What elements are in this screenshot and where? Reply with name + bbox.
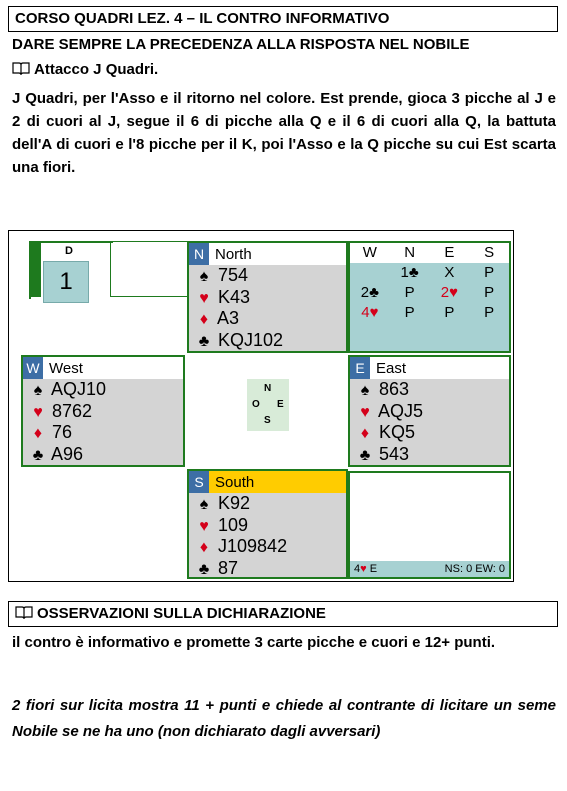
- east-spades: ♠ 863: [356, 379, 509, 401]
- spade-icon: ♠: [199, 496, 209, 513]
- north-hand: [187, 241, 348, 353]
- south-clubs: ♣ 87: [195, 558, 346, 580]
- observation-paragraph-2: 2 fiori sur licita mostra 11 + punti e chiede al contrante di licitare un seme Nobile se ne ha uno (non dichiarato dagli avversari): [12, 697, 556, 740]
- opening-lead: [12, 61, 158, 78]
- diamond-icon: ♦: [199, 539, 209, 556]
- south-diamonds: ♦ J109842: [195, 536, 346, 558]
- heart-icon: ♥: [199, 289, 209, 307]
- lesson-title-box: [8, 6, 558, 32]
- heart-icon: ♥: [33, 403, 43, 421]
- north-clubs: ♣ KQJ102: [195, 330, 346, 352]
- west-hearts: ♥ 8762: [29, 401, 183, 423]
- dealer-label: D: [65, 245, 73, 257]
- board-number: 1: [43, 261, 89, 303]
- book-icon: [15, 606, 33, 619]
- diamond-icon: ♦: [360, 425, 370, 442]
- observations-title-box: [8, 601, 558, 627]
- compass-rose: [247, 379, 289, 431]
- bidding-table: [348, 241, 511, 353]
- south-seat-badge: S: [189, 471, 209, 493]
- club-icon: ♣: [198, 332, 210, 350]
- north-name: North: [215, 245, 252, 263]
- diamond-icon: ♦: [199, 311, 209, 328]
- compass-west: O: [252, 399, 260, 410]
- vulnerability-box: [110, 241, 188, 297]
- spade-icon: ♠: [360, 382, 370, 399]
- score: NS: 0 EW: 0: [444, 563, 505, 575]
- heart-icon: ♥: [360, 403, 370, 421]
- south-hand: [187, 469, 348, 579]
- south-name: South: [215, 473, 255, 491]
- bridge-deal-diagram: [8, 230, 514, 582]
- west-clubs: ♣ A96: [29, 444, 183, 466]
- book-icon: [12, 62, 30, 75]
- north-hearts: ♥ K43: [195, 287, 346, 309]
- compass-south: S: [264, 415, 271, 426]
- bidding-header-row: W N E S: [350, 243, 509, 263]
- bidding-row: 4♥ P P P: [361, 304, 495, 321]
- south-hearts: ♥ 109: [195, 515, 346, 537]
- east-hearts: ♥ AQJ5: [356, 401, 509, 423]
- east-diamonds: ♦ KQ5: [356, 422, 509, 444]
- board-info: [21, 241, 189, 353]
- observation-paragraph-1: il contro è informativo e promette 3 carte picche e cuori e 12+ punti.: [12, 634, 496, 651]
- club-icon: ♣: [198, 560, 210, 578]
- west-seat-badge: W: [23, 357, 43, 379]
- east-seat-badge: E: [350, 357, 370, 379]
- north-spades: ♠ 754: [195, 265, 346, 287]
- north-seat-badge: N: [189, 243, 209, 265]
- contract: 4♥ E: [354, 563, 378, 575]
- west-hand: [21, 355, 185, 467]
- result-bar: [350, 561, 509, 577]
- opening-lead-text: Attacco J Quadri.: [34, 61, 159, 78]
- heart-icon: ♥: [199, 517, 209, 535]
- lesson-title: CORSO QUADRI LEZ. 4 – IL CONTRO INFORMATIVO: [15, 10, 390, 27]
- compass-north: N: [264, 383, 272, 394]
- spade-icon: ♠: [199, 268, 209, 285]
- east-clubs: ♣ 543: [356, 444, 509, 466]
- west-name: West: [49, 359, 83, 377]
- observations-title: OSSERVAZIONI SULLA DICHIARAZIONE: [37, 605, 326, 622]
- diamond-icon: ♦: [33, 425, 43, 442]
- west-spades: ♠ AQJ10: [29, 379, 183, 401]
- south-spades: ♠ K92: [195, 493, 346, 515]
- west-diamonds: ♦ 76: [29, 422, 183, 444]
- play-description: J Quadri, per l'Asso e il ritorno nel colore. Est prende, gioca 3 picche al J e 2 di cuori al J, segue il 6 di picche alla Q e il 6 di cuori alla Q, la battuta dell'A di cuori e l'8 picche per il K, poi l'Asso e la Q picche su cui Est scarta una fiori.: [12, 90, 556, 176]
- bidding-row: 2♣ P 2♥ P: [360, 284, 495, 301]
- spade-icon: ♠: [33, 382, 43, 399]
- result-box: [348, 471, 511, 579]
- intro-subtitle: DARE SEMPRE LA PRECEDENZA ALLA RISPOSTA NEL NOBILE: [12, 36, 470, 53]
- north-diamonds: ♦ A3: [195, 308, 346, 330]
- east-name: East: [376, 359, 407, 377]
- east-hand: [348, 355, 511, 467]
- club-icon: ♣: [32, 446, 44, 464]
- bidding-row: 1♣ X P: [400, 264, 495, 281]
- dealer-strip: [31, 243, 41, 297]
- club-icon: ♣: [359, 446, 371, 464]
- compass-east: E: [277, 399, 284, 410]
